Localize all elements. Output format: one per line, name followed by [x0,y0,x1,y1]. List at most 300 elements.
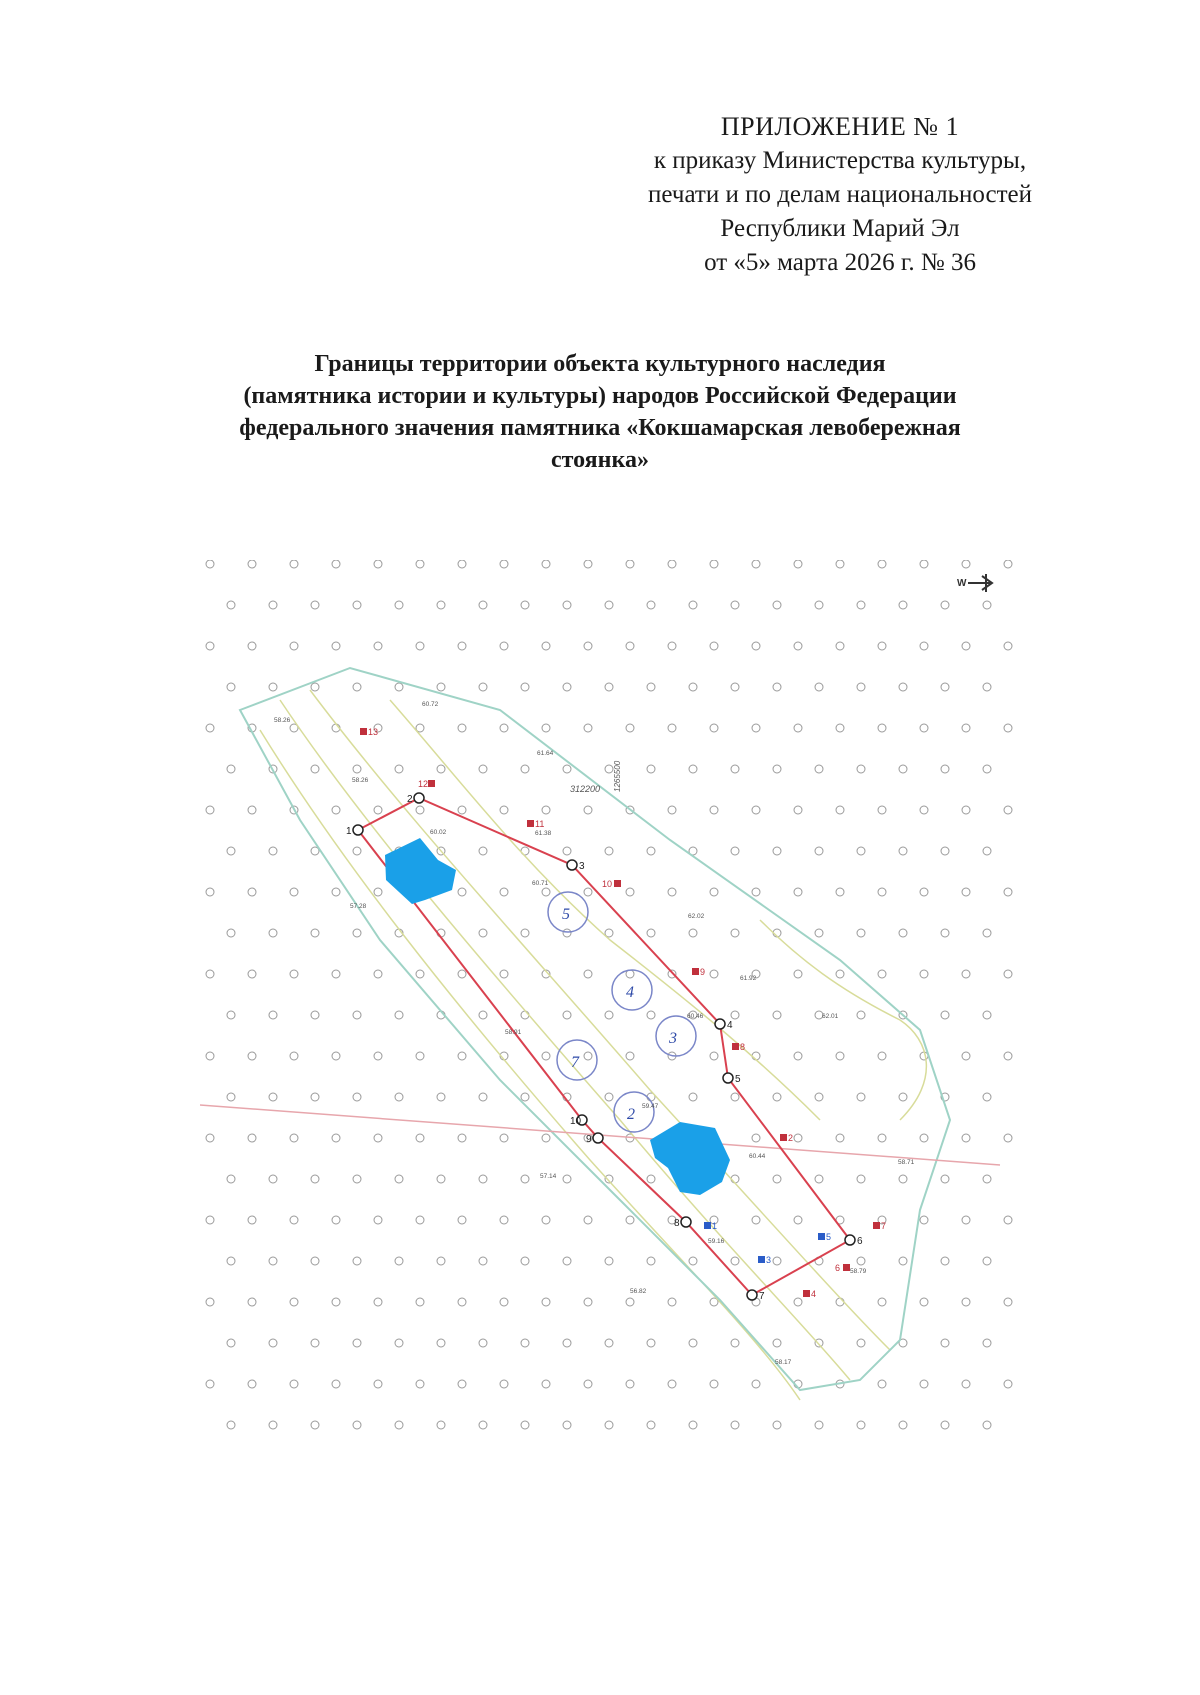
grid-point [815,1093,823,1101]
grid-point [248,560,256,568]
grid-point [353,765,361,773]
grid-point [584,724,592,732]
grid-point [500,806,508,814]
grid-point [542,1298,550,1306]
grid-point [458,1216,466,1224]
grid-point [332,970,340,978]
grid-point [290,1216,298,1224]
grid-point [899,847,907,855]
grid-point [479,1175,487,1183]
grid-point [731,1093,739,1101]
grid-point [878,888,886,896]
grid-point [563,929,571,937]
grid-point [542,560,550,568]
grid-point [941,847,949,855]
grid-point [542,1380,550,1388]
grid-point [269,1421,277,1429]
grid-point [668,1298,676,1306]
grid-point [227,683,235,691]
grid-point [395,1011,403,1019]
grid-point [332,806,340,814]
grid-point [437,1093,445,1101]
grid-point [941,601,949,609]
grid-point [290,888,298,896]
grid-point [500,642,508,650]
elevation-label: 62.01 [822,1013,839,1020]
grid-point [437,1257,445,1265]
red-marker [732,1043,739,1050]
grid-point [311,1175,319,1183]
grid-point [437,765,445,773]
grid-point [647,1339,655,1347]
grid-point [584,1216,592,1224]
grid-point [857,1011,865,1019]
grid-point [395,601,403,609]
elevation-label: 58.79 [850,1268,867,1275]
grid-point [563,1175,571,1183]
grid-point [500,560,508,568]
grid-point [857,847,865,855]
grid-point [227,1257,235,1265]
boundary-point-label: 6 [857,1236,863,1247]
grid-point [584,806,592,814]
grid-point [542,724,550,732]
grid-point [836,642,844,650]
boundary-point-label: 1 [346,826,352,837]
grid-point [1004,1298,1012,1306]
grid-point [353,929,361,937]
red-marker [843,1264,850,1271]
grid-point [689,929,697,937]
grid-point [458,1052,466,1060]
grid-point [374,1380,382,1388]
grid-point [416,1216,424,1224]
boundary-point-label: 2 [407,794,413,805]
grid-point [731,1339,739,1347]
grid-point [962,724,970,732]
grid-point [878,806,886,814]
grid-point [458,724,466,732]
grid-point [899,1257,907,1265]
grid-point [563,1257,571,1265]
grid-point [941,1339,949,1347]
building-footprint [385,838,456,904]
grid-point [290,1134,298,1142]
grid-point [416,806,424,814]
elevation-label: 61.38 [535,830,552,837]
grid-point [920,806,928,814]
blue-marker [758,1256,765,1263]
grid-point [290,1052,298,1060]
grid-point [605,1011,613,1019]
grid-point [605,1257,613,1265]
grid-point [983,1011,991,1019]
grid-point [416,560,424,568]
grid-point [920,1298,928,1306]
coordinate-label-y: 1265500 [613,760,622,792]
grid-point [248,970,256,978]
grid-point [227,1339,235,1347]
appendix-heading: ПРИЛОЖЕНИЕ № 1 [720,112,960,141]
elevation-label: 58.71 [898,1159,915,1166]
grid-point [584,1052,592,1060]
grid-point [479,1011,487,1019]
grid-point [731,765,739,773]
grid-point [815,601,823,609]
grid-point [584,888,592,896]
excavation-label: 4 [626,984,634,1001]
grid-point [710,888,718,896]
grid-point [563,847,571,855]
red-marker-label: 9 [700,967,706,977]
grid-point [794,806,802,814]
grid-point [332,1134,340,1142]
grid-point [227,1175,235,1183]
grid-point [374,560,382,568]
elevation-label: 60.02 [430,829,447,836]
grid-point [374,1052,382,1060]
boundary-point [414,793,424,803]
grid-point [752,1134,760,1142]
boundary-point-label: 5 [735,1074,741,1085]
grid-point [836,806,844,814]
grid-point [332,1052,340,1060]
grid-point [269,683,277,691]
grid-point [248,1052,256,1060]
grid-point [857,765,865,773]
elevation-label: 56.82 [630,1288,647,1295]
grid-point [269,601,277,609]
grid-point [1004,1134,1012,1142]
grid-point [584,642,592,650]
grid-point [647,1175,655,1183]
grid-point [227,1093,235,1101]
grid-point [500,1380,508,1388]
elevation-label: 62.02 [688,913,705,920]
grid-point [731,847,739,855]
grid-point [647,1011,655,1019]
boundary-point [747,1290,757,1300]
red-marker-label: 11 [535,819,545,829]
grid-point [395,1093,403,1101]
appendix-line: к приказу Министерства культуры, [653,147,1027,174]
grid-point [458,806,466,814]
grid-point [290,560,298,568]
grid-point [962,1052,970,1060]
grid-point [521,1257,529,1265]
grid-point [920,642,928,650]
grid-point [794,888,802,896]
boundary-point-label: 3 [579,861,585,872]
grid-point [563,765,571,773]
grid-point [521,1011,529,1019]
boundary-point-label: 4 [727,1020,733,1031]
grid-point [248,1380,256,1388]
red-marker [360,728,367,735]
grid-point [479,847,487,855]
grid-point [773,1257,781,1265]
grid-point [479,765,487,773]
grid-point [395,1339,403,1347]
grid-point [605,1339,613,1347]
grid-point [815,683,823,691]
grid-point [794,1298,802,1306]
grid-point [227,601,235,609]
grid-point [248,888,256,896]
grid-point [962,888,970,896]
grid-point [920,724,928,732]
grid-point [773,1093,781,1101]
grid-point [962,970,970,978]
elevation-label: 61.64 [537,750,554,757]
grid-point [206,1052,214,1060]
grid-point [983,1175,991,1183]
grid-point [878,642,886,650]
appendix-line: печати и по делам национальностей [648,181,1032,208]
grid-point [332,1216,340,1224]
elevation-label: 60.46 [687,1013,704,1020]
grid-point [1004,642,1012,650]
grid-point [878,1052,886,1060]
elevation-label: 58.26 [352,777,369,784]
grid-point [227,765,235,773]
grid-point [248,1216,256,1224]
grid-point [374,806,382,814]
blue-marker-label: 1 [712,1221,718,1231]
boundary-point [567,860,577,870]
grid-point [479,1093,487,1101]
grid-point [206,970,214,978]
grid-point [857,1339,865,1347]
grid-point [710,1052,718,1060]
grid-point [353,601,361,609]
grid-point [458,888,466,896]
grid-point [542,1216,550,1224]
grid-point [542,806,550,814]
grid-point [227,847,235,855]
grid-point [941,1257,949,1265]
grid-point [710,560,718,568]
grid-point [479,601,487,609]
grid-point [248,806,256,814]
grid-point [689,601,697,609]
document-title [140,348,1060,476]
grid-point [857,683,865,691]
grid-point [731,601,739,609]
grid-point [773,1175,781,1183]
grid-point [983,601,991,609]
excavation-label: 2 [627,1106,635,1123]
grid-point [311,1011,319,1019]
title-line: Границы территории объекта культурного наследия [314,351,886,377]
grid-point [311,1093,319,1101]
grid-point [605,1421,613,1429]
grid-point [647,847,655,855]
grid-point [941,929,949,937]
grid-point [689,765,697,773]
blue-marker-label: 3 [766,1255,772,1265]
grid-point [248,1134,256,1142]
grid-point [857,929,865,937]
grid-point [689,1257,697,1265]
grid-point [962,1298,970,1306]
grid-point [962,1134,970,1142]
grid-point [584,1298,592,1306]
red-marker-label: 6 [835,1263,841,1273]
grid-point [416,1298,424,1306]
grid-point [353,683,361,691]
boundary-point-label: 9 [586,1134,592,1145]
boundary-point [353,825,363,835]
grid-point [626,560,634,568]
grid-point [668,888,676,896]
grid-point [668,1380,676,1388]
grid-point [920,1134,928,1142]
boundary-point-label: 8 [674,1218,680,1229]
elevation-label: 59.16 [708,1238,725,1245]
grid-point [773,601,781,609]
grid-point [857,1421,865,1429]
grid-point [794,642,802,650]
grid-point [836,888,844,896]
grid-point [1004,1216,1012,1224]
grid-point [521,683,529,691]
blue-marker [704,1222,711,1229]
boundary-point [715,1019,725,1029]
grid-point [752,806,760,814]
grid-point [269,1339,277,1347]
excavation-label: 5 [562,906,570,923]
elevation-label: 60.71 [532,880,549,887]
red-marker-label: 2 [788,1133,794,1143]
grid-point [521,1421,529,1429]
grid-point [647,683,655,691]
grid-point [416,970,424,978]
grid-point [836,1052,844,1060]
elevation-label: 58.17 [775,1359,792,1366]
grid-point [668,724,676,732]
grid-point [899,1093,907,1101]
grid-point [815,765,823,773]
grid-point [857,601,865,609]
protection-zone [240,668,950,1390]
grid-point [983,765,991,773]
grid-point [983,1421,991,1429]
grid-point [752,888,760,896]
grid-point [542,1052,550,1060]
grid-point [563,1011,571,1019]
grid-point [836,724,844,732]
grid-point [458,560,466,568]
grid-point [332,1380,340,1388]
grid-point [626,1298,634,1306]
grid-point [269,929,277,937]
boundary-point [593,1133,603,1143]
grid-point [941,1011,949,1019]
grid-point [899,601,907,609]
grid-point [500,1298,508,1306]
elevation-label: 58.91 [505,1029,522,1036]
grid-point [920,970,928,978]
grid-point [983,929,991,937]
grid-point [311,1339,319,1347]
grid-point [458,1380,466,1388]
grid-point [626,724,634,732]
grid-point [584,970,592,978]
grid-point [290,970,298,978]
grid-point [206,888,214,896]
grid-point [500,724,508,732]
grid-point [416,1052,424,1060]
grid-point [773,1011,781,1019]
red-marker [873,1222,880,1229]
red-marker-label: 13 [368,727,379,737]
grid-point [626,1216,634,1224]
grid-point [752,642,760,650]
grid-point [206,1380,214,1388]
grid-point [416,642,424,650]
grid-point [311,1421,319,1429]
grid-point [500,1216,508,1224]
grid-point [437,1421,445,1429]
grid-point [794,1052,802,1060]
terrain-contour [390,700,820,1120]
grid-point [227,929,235,937]
grid-point [605,847,613,855]
grid-point [962,560,970,568]
grid-point [710,642,718,650]
grid-point [752,1216,760,1224]
grid-point [626,888,634,896]
grid-point [731,1421,739,1429]
grid-point [899,929,907,937]
grid-point [311,1257,319,1265]
grid-point [563,1421,571,1429]
grid-point [248,1298,256,1306]
grid-point [920,560,928,568]
red-marker [428,780,435,787]
grid-point [983,683,991,691]
grid-point [248,642,256,650]
grid-point [332,888,340,896]
grid-point [689,1093,697,1101]
elevation-label: 61.92 [740,975,757,982]
grid-point [815,1421,823,1429]
grid-point [227,1011,235,1019]
grid-point [353,1421,361,1429]
red-marker [527,820,534,827]
grid-point [836,1298,844,1306]
north-arrow [957,574,992,592]
grid-point [437,601,445,609]
grid-point [647,1257,655,1265]
title-line: стоянка» [551,447,649,473]
boundary-point-label: 7 [759,1291,765,1302]
grid-point [437,1175,445,1183]
grid-point [857,1257,865,1265]
grid-point [458,1134,466,1142]
grid-point [647,601,655,609]
grid-point [290,642,298,650]
grid-point [395,1421,403,1429]
blue-marker [818,1233,825,1240]
grid-point [941,683,949,691]
grid-point [920,888,928,896]
grid-point [878,970,886,978]
grid-point [542,642,550,650]
grid-point [626,1052,634,1060]
grid-point [752,724,760,732]
